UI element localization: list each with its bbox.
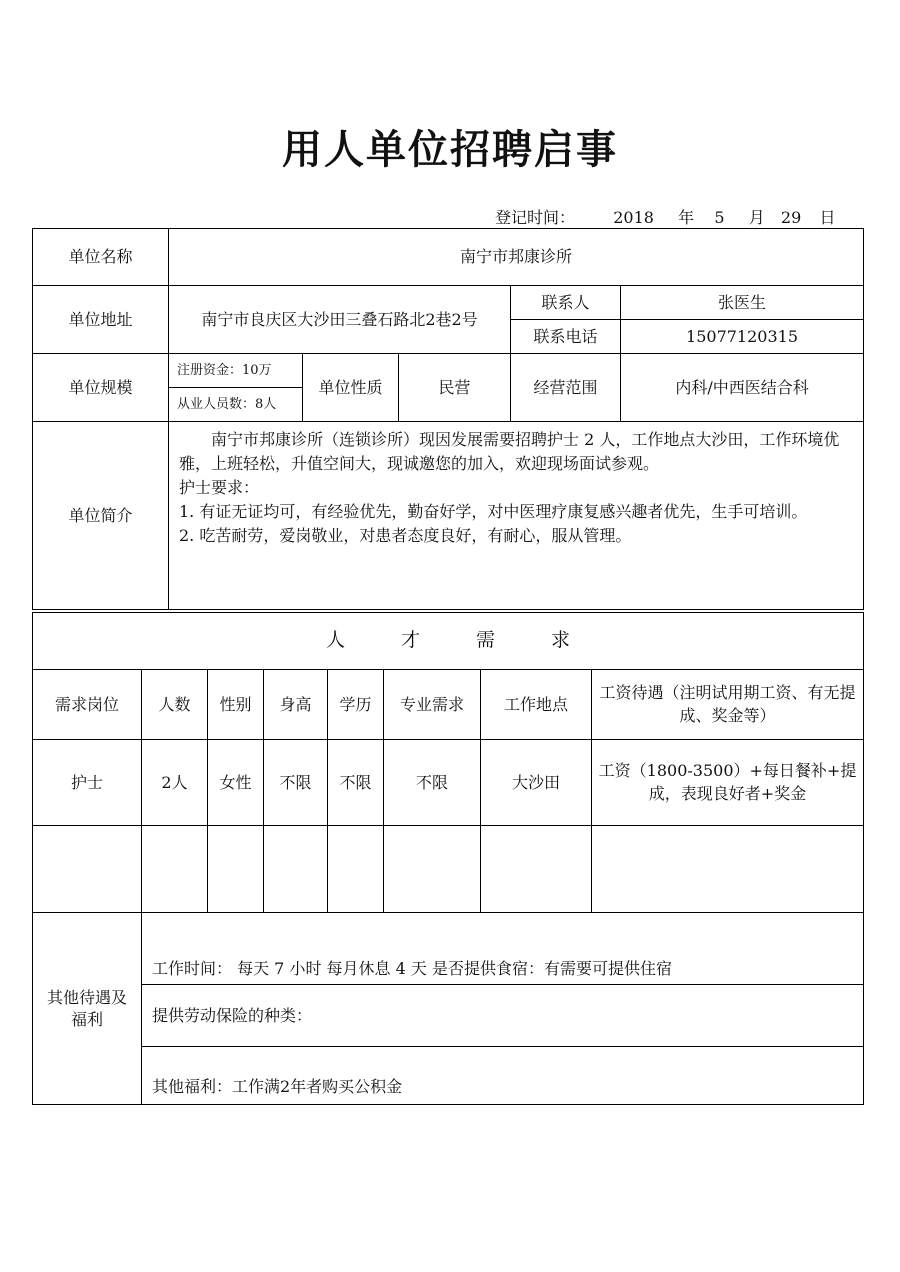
company-info-table: [32, 228, 864, 610]
row-salary: 工资（1800-3500）+每日餐补+提成，表现良好者+奖金: [592, 740, 864, 826]
empty-cell: [328, 826, 384, 913]
header-major: 专业需求: [384, 670, 481, 740]
registered-capital: 注册资金：10万: [169, 354, 303, 388]
registration-label: 登记时间：: [495, 208, 576, 227]
empty-cell: [384, 826, 481, 913]
phone-label: 联系电话: [511, 320, 621, 354]
intro-requirement-item: 2. 吃苦耐劳，爱岗敬业，对患者态度良好，有耐心，服从管理。: [179, 526, 632, 545]
registration-year: 2018: [613, 208, 654, 227]
benefits-label: 其他待遇及福利: [33, 913, 142, 1105]
company-name-label: 单位名称: [33, 229, 169, 286]
row-major: 不限: [384, 740, 481, 826]
row-count: 2人: [142, 740, 208, 826]
contact-value: 张医生: [621, 286, 864, 320]
intro-requirement-item: 1. 有证无证均可，有经验优先，勤奋好学，对中医理疗康复感兴趣者优先，生手可培训。: [179, 502, 808, 521]
header-height: 身高: [264, 670, 328, 740]
header-location: 工作地点: [481, 670, 592, 740]
labor-insurance: 提供劳动保险的种类：: [142, 985, 864, 1047]
page-title: 用人单位招聘启事: [282, 127, 618, 173]
row-education: 不限: [328, 740, 384, 826]
intro-paragraph: 南宁市邦康诊所（连锁诊所）现因发展需要招聘护士 2 人，工作地点大沙田，工作环境优雅，上班轻松，升值空间大，现诚邀您的加入，欢迎现场面试参观。: [179, 430, 840, 473]
registration-day-unit: 日: [819, 208, 836, 227]
table-row-empty: [33, 826, 864, 913]
header-education: 学历: [328, 670, 384, 740]
benefits-table: [32, 912, 864, 1105]
company-intro-label: 单位简介: [33, 422, 169, 610]
empty-cell: [208, 826, 264, 913]
empty-cell: [142, 826, 208, 913]
talent-demand-heading: 人才需求: [33, 613, 864, 670]
company-intro: [169, 422, 864, 610]
company-scale-label: 单位规模: [33, 354, 169, 422]
employee-count: 从业人员数：8人: [169, 388, 303, 422]
header-salary: 工资待遇（注明试用期工资、有无提成、奖金等）: [592, 670, 864, 740]
registration-day: 29: [780, 208, 802, 227]
company-address-value: 南宁市良庆区大沙田三叠石路北2巷2号: [169, 286, 511, 354]
registration-date: [495, 205, 835, 228]
other-benefits: 其他福利：工作满2年者购买公积金: [142, 1047, 864, 1105]
business-scope-value: 内科/中西医结合科: [621, 354, 864, 422]
company-name-value: 南宁市邦康诊所: [169, 229, 864, 286]
work-time: 工作时间： 每天 7 小时 每月休息 4 天 是否提供食宿：有需要可提供住宿: [142, 913, 864, 985]
row-gender: 女性: [208, 740, 264, 826]
row-position: 护士: [33, 740, 142, 826]
registration-month: 5: [714, 208, 725, 227]
registration-year-unit: 年: [678, 208, 695, 227]
phone-value: 15077120315: [621, 320, 864, 354]
empty-cell: [264, 826, 328, 913]
row-height: 不限: [264, 740, 328, 826]
empty-cell: [481, 826, 592, 913]
header-position: 需求岗位: [33, 670, 142, 740]
empty-cell: [592, 826, 864, 913]
row-location: 大沙田: [481, 740, 592, 826]
table-row: [33, 740, 864, 826]
header-gender: 性别: [208, 670, 264, 740]
company-nature-value: 民营: [399, 354, 511, 422]
business-scope-label: 经营范围: [511, 354, 621, 422]
header-count: 人数: [142, 670, 208, 740]
company-nature-label: 单位性质: [303, 354, 399, 422]
talent-demand-table: [32, 612, 864, 913]
registration-month-unit: 月: [748, 208, 765, 227]
company-address-label: 单位地址: [33, 286, 169, 354]
empty-cell: [33, 826, 142, 913]
intro-requirements-heading: 护士要求：: [179, 478, 260, 497]
contact-label: 联系人: [511, 286, 621, 320]
